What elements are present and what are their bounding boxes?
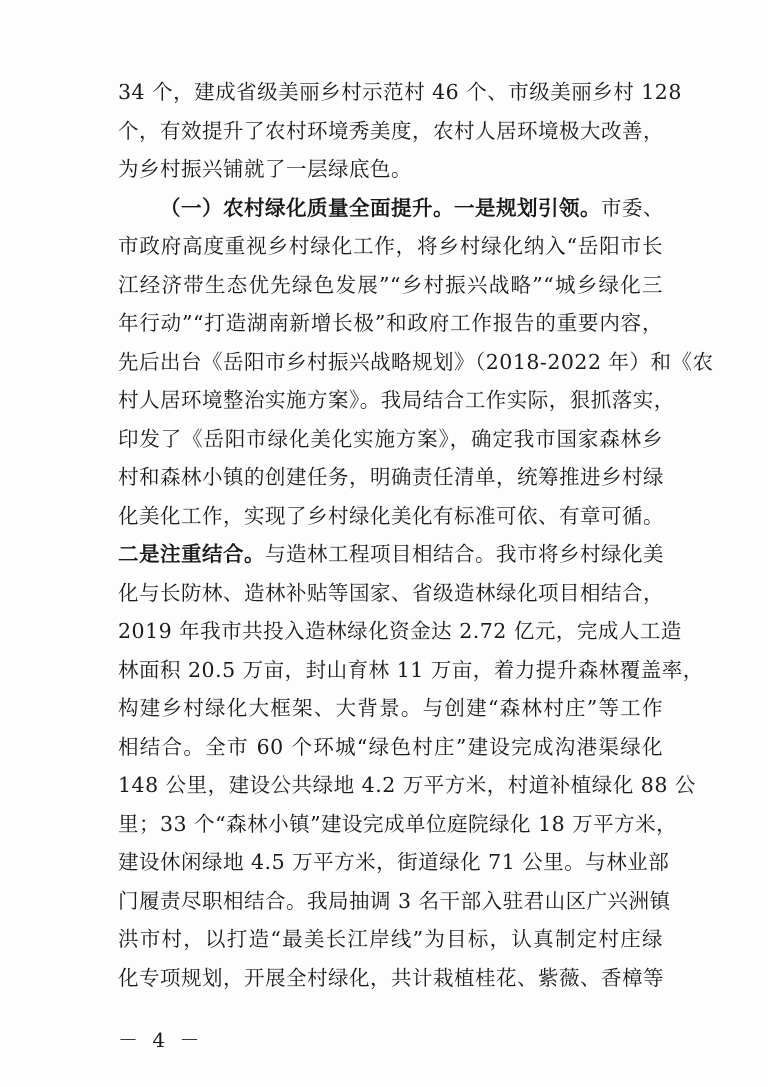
line-text: 相结合。全市 60 个环城“绿色村庄”建设完成沟港渠绿化 xyxy=(118,734,663,759)
line-text: 化与长防林、造林补贴等国家、省级造林绿化项目相结合， xyxy=(118,580,664,605)
text-line xyxy=(118,964,663,992)
line-text: 化美化工作，实现了乡村绿化美化有标准可依、有章可循。 xyxy=(118,503,664,528)
line-text: 为乡村振兴铺就了一层绿底色。 xyxy=(118,157,412,181)
line-text: 村人居环境整治实施方案》。我局结合工作实际，狠抓落实， xyxy=(118,388,675,412)
line-text: 34 个，建成省级美丽乡村示范村 46 个、市级美丽乡村 128 xyxy=(118,80,682,104)
line-text: 148 公里，建设公共绿地 4.2 万平方米，村道补植绿化 88 公 xyxy=(118,773,696,797)
line-text: 先后出台《岳阳市乡村振兴战略规划》（2018-2022 年）和《农 xyxy=(118,349,714,374)
line-text: 印发了《岳阳市绿化美化实施方案》，确定我市国家森林乡 xyxy=(118,426,663,451)
bold-heading-text: （一）农村绿化质量全面提升。一是规划引领。 xyxy=(160,195,601,220)
text-line xyxy=(118,579,663,607)
text-line xyxy=(118,502,663,530)
bold-heading-text: 二是注重结合。 xyxy=(118,542,265,566)
line-text: 江经济带生态优先绿色发展”“乡村振兴战略”“城乡绿化三 xyxy=(118,272,663,297)
line-text: 构建乡村绿化大框架、大背景。与创建“森林村庄”等工作 xyxy=(118,696,663,720)
text-line xyxy=(118,771,696,799)
line-text: 门履责尽职相结合。我局抽调 3 名干部入驻君山区广兴洲镇 xyxy=(118,888,671,913)
text-line xyxy=(118,694,663,722)
text-line xyxy=(118,925,663,953)
text-line xyxy=(118,463,663,491)
text-line xyxy=(118,386,675,414)
page-number: － 4 － xyxy=(118,1028,204,1052)
line-text: 与造林工程项目相结合。我市将乡村绿化美 xyxy=(265,542,664,566)
line-text: 里；33 个“森林小镇”建设完成单位庭院绿化 18 万平方米， xyxy=(118,811,678,836)
line-text: 林面积 20.5 万亩，封山育林 11 万亩，着力提升森林覆盖率， xyxy=(118,657,704,682)
line-text: 市政府高度重视乡村绿化工作，将乡村绿化纳入“岳阳市长 xyxy=(118,234,663,258)
text-line xyxy=(118,348,714,376)
text-line xyxy=(118,617,682,645)
text-line xyxy=(118,309,663,337)
line-text: 村和森林小镇的创建任务，明确责任清单，统筹推进乡村绿 xyxy=(118,465,664,489)
line-text: 市委、 xyxy=(601,195,664,220)
text-line xyxy=(118,540,663,568)
text-line xyxy=(118,78,682,106)
text-line xyxy=(118,887,671,915)
text-line xyxy=(118,656,704,684)
text-line xyxy=(118,155,663,183)
text-line xyxy=(118,232,663,260)
line-text: 洪市村，以打造“最美长江岸线”为目标，认真制定村庄绿 xyxy=(118,927,663,951)
line-text: 年行动”“打造湖南新增长极”和政府工作报告的重要内容， xyxy=(118,311,663,335)
text-line xyxy=(118,271,663,299)
text-line xyxy=(118,425,663,453)
text-line xyxy=(118,848,670,876)
line-text: 个，有效提升了农村环境秀美度，农村人居环境极大改善， xyxy=(118,118,664,143)
text-line xyxy=(118,733,663,761)
line-text: 2019 年我市共投入造林绿化资金达 2.72 亿元，完成人工造 xyxy=(118,619,682,643)
text-line xyxy=(118,117,663,145)
line-text: 化专项规划，开展全村绿化，共计栽植桂花、紫薇、香樟等 xyxy=(118,965,664,990)
line-text: 建设休闲绿地 4.5 万平方米，街道绿化 71 公里。与林业部 xyxy=(118,850,670,874)
text-line xyxy=(160,194,663,222)
text-line xyxy=(118,810,678,838)
